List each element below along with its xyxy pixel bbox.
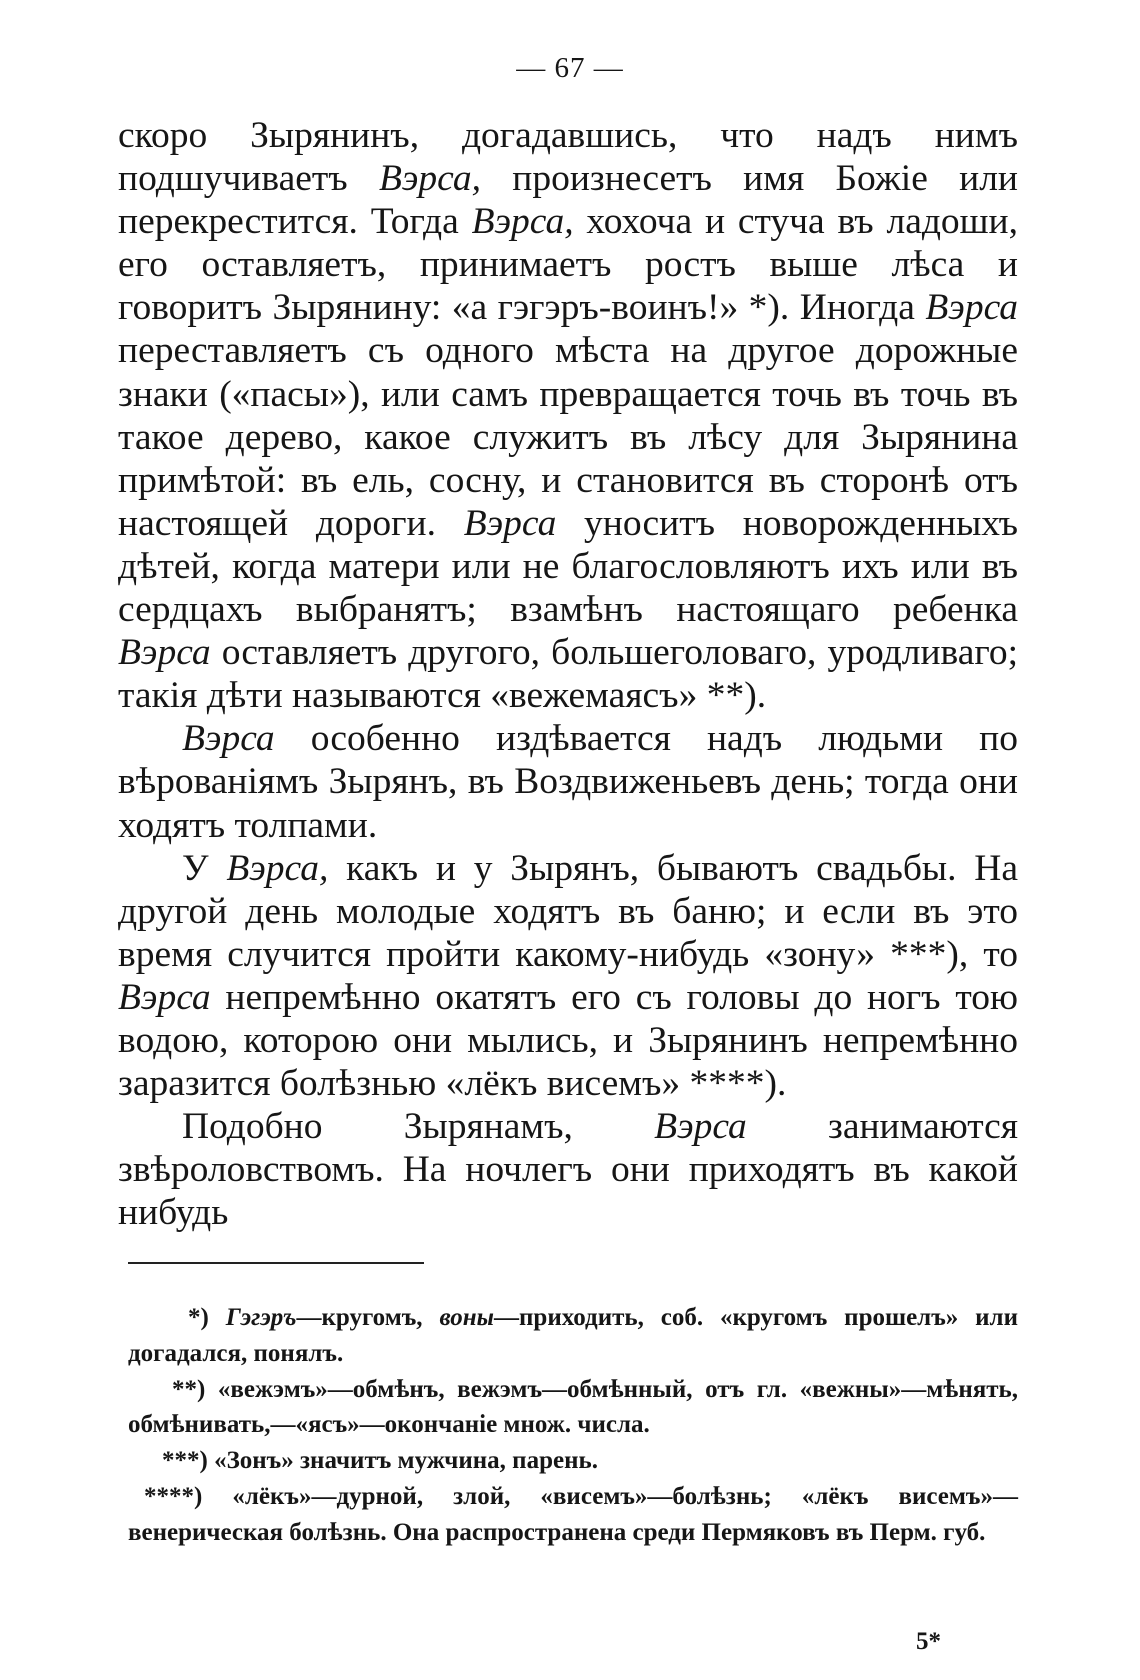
text-segment: У (182, 847, 227, 889)
text-segment: произнесетъ имя Божіе или перекрестится. Тогда (118, 158, 1018, 243)
italic-text-segment: Вэрса (182, 718, 275, 760)
footnote (128, 1479, 1018, 1551)
page-number: — 67 — (516, 52, 624, 84)
footnote (128, 1443, 1018, 1479)
italic-text-segment: Вэрса (925, 287, 1018, 329)
paragraph (118, 1105, 1018, 1234)
text-segment: —приходить, соб. «кругомъ прошелъ» или догадался, понялъ. (128, 1304, 1018, 1367)
italic-text-segment: Вэрса (118, 632, 211, 674)
text-segment: занимаются звѣроловствомъ. На ночлегъ они приходятъ въ какой нибудь (118, 1106, 1018, 1234)
italic-text-segment: воны (439, 1304, 495, 1331)
italic-text-segment: Вэрса, (378, 158, 481, 200)
italic-text-segment: Гэгэръ (225, 1304, 297, 1331)
italic-text-segment: Вэрса (654, 1106, 747, 1148)
text-segment: **) «вежэмъ»—обмѣнъ, вежэмъ—обмѣнный, отъ гл. «вежны»—мѣнять, обмѣнивать,—«ясъ»—окончаніе множ. числа. (128, 1375, 1018, 1439)
footnote (128, 1300, 1018, 1372)
text-segment: ***) «Зонъ» значитъ мужчина, парень. (162, 1447, 598, 1475)
text-segment: непремѣнно окатятъ его съ головы до ногъ тою водою, которою они мылись, и Зырянинъ непремѣнно заразится болѣзнью «лёкъ висемъ» ****). (118, 976, 1018, 1105)
text-segment: ****) «лёкъ»—дурной, злой, «висемъ»—болѣзнь; «лёкъ висемъ»—венерическая болѣзнь. Она распространена среди Пермяковъ въ Перм. губ. (128, 1482, 1018, 1546)
text-segment: —кругомъ, (296, 1304, 440, 1331)
text-segment: переставляетъ съ одного мѣста на другое дорожные знаки («пасы»), или самъ превращается точь въ точь въ такое дерево, какое служитъ въ лѣсу для Зырянина примѣтой: въ ель, сосну, и становится въ сторонѣ отъ настоящей дороги. (118, 330, 1018, 544)
footnote-rule (128, 1262, 424, 1264)
text-segment: хохоча и стуча въ ладоши, его оставляетъ, принимаетъ ростъ выше лѣса и говоритъ Зырянину: «а гэгэръ-воинъ!» *). Иногда (118, 201, 1018, 329)
italic-text-segment: Вэрса (118, 976, 211, 1018)
paragraph (118, 717, 1018, 846)
signature-mark: 5* (916, 1628, 941, 1655)
paragraph (118, 847, 1018, 1106)
italic-text-segment: Вэрса, (226, 847, 329, 889)
text-segment: особенно издѣвается надъ людьми по вѣрованіямъ Зырянъ, въ Воздвиженьевъ день; тогда они ходятъ толпами. (118, 718, 1018, 846)
footnote (128, 1372, 1018, 1444)
text-segment: какъ и у Зырянъ, бываютъ свадьбы. На другой день молодые ходятъ въ баню; и если въ это время случится пройти какому-нибудь «зону» ***), то (118, 847, 1018, 975)
text-segment: *) (188, 1304, 226, 1331)
italic-text-segment: Вэрса (463, 502, 557, 544)
footnotes (128, 1300, 1018, 1551)
text-segment: оставляетъ другого, большеголоваго, уродливаго; такія дѣти называются «вежемаясъ» **). (118, 632, 1018, 717)
italic-text-segment: Вэрса, (471, 201, 574, 243)
text-segment: скоро Зырянинъ, догадавшись, что надъ нимъ подшучиваетъ (118, 115, 1018, 200)
text-segment: Подобно Зырянамъ, (182, 1106, 655, 1148)
main-text (118, 114, 1018, 1234)
text-segment: уноситъ новорожденныхъ дѣтей, когда матери или не благословляютъ ихъ или въ сердцахъ выбранятъ; взамѣнъ настоящаго ребенка (118, 502, 1018, 631)
paragraph (118, 114, 1018, 717)
